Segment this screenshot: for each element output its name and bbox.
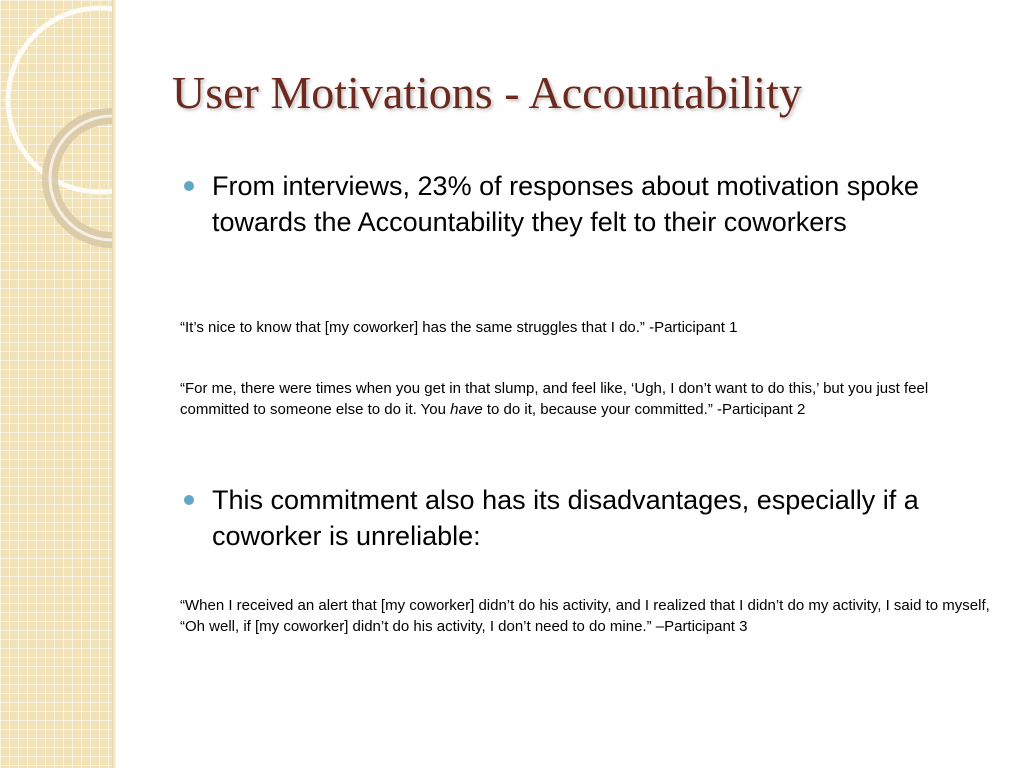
sidebar-edge — [112, 0, 116, 768]
bullet-text-1: From interviews, 23% of responses about motivation spoke towards the Accountability they felt to their coworkers — [212, 171, 919, 237]
bullet-text-2: This commitment also has its disadvantages, especially if a coworker is unreliable: — [212, 485, 919, 551]
bullet-point-2 — [184, 482, 1002, 554]
decorative-circles — [0, 0, 112, 768]
bullet-dot-icon — [184, 181, 194, 191]
quote-participant-2 — [180, 378, 995, 420]
quote-2-emphasis: have — [450, 401, 483, 418]
bullet-point-1 — [184, 168, 1002, 240]
quote-2-text-end: to do it, because your committed.” -Participant 2 — [482, 401, 806, 418]
slide-title: User Motivations - Accountability — [172, 67, 802, 118]
quote-participant-1: “It’s nice to know that [my coworker] has the same struggles that I do.” -Participant 1 — [180, 319, 738, 336]
decorative-sidebar — [0, 0, 112, 768]
quote-2-text-start: “For me, there were times when you get in that slump, and feel like, ‘Ugh, I don’t want to do this,’ but you just feel committed to someone else to do it. You — [180, 380, 929, 418]
bullet-dot-icon — [184, 495, 194, 505]
quote-participant-3: “When I received an alert that [my coworker] didn’t do his activity, and I realized that I didn’t do my activity, I said to myself, “Oh well, if [my coworker] didn’t do his activity, I don’t need to do mine.” –Participant 3 — [180, 597, 990, 635]
